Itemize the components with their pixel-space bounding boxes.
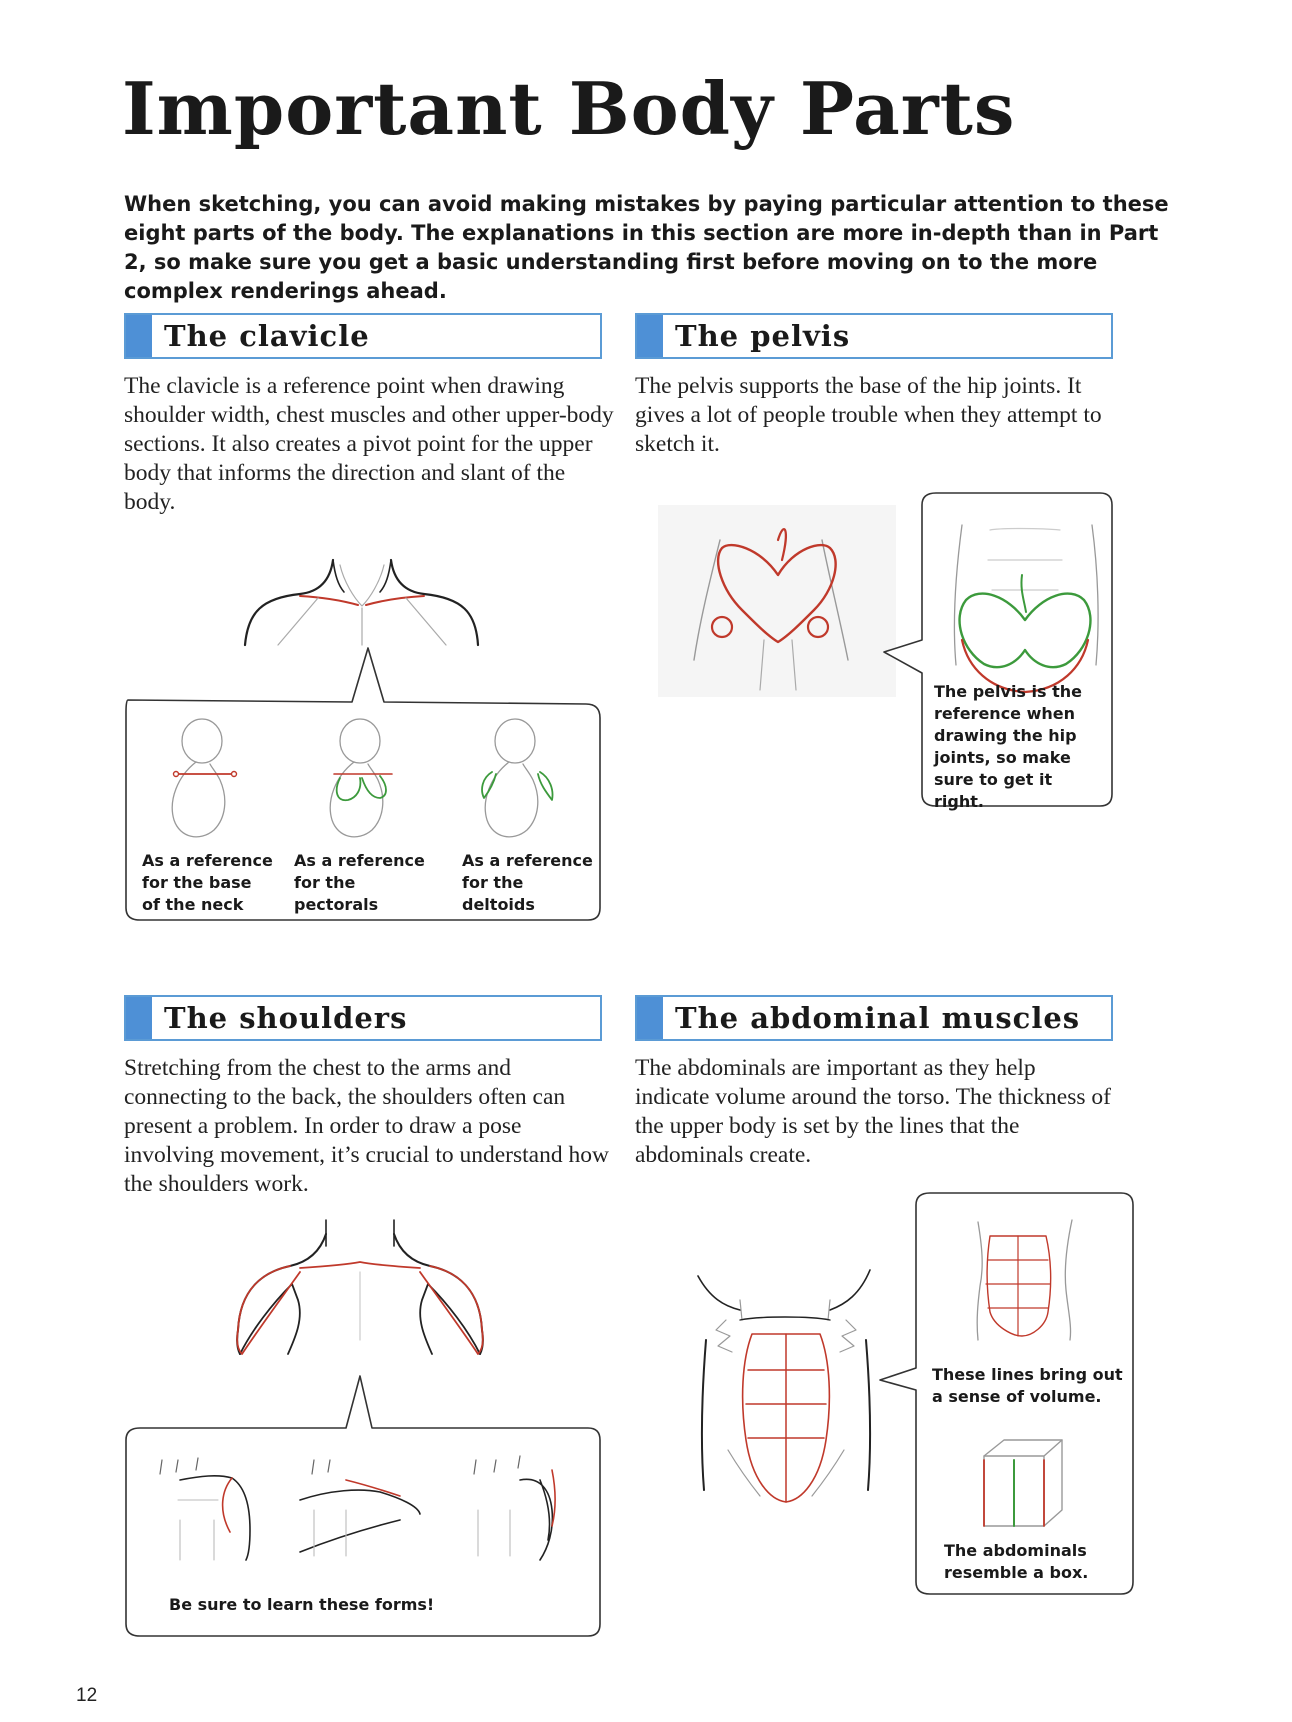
clavicle-sketch — [245, 560, 478, 645]
caption-pectorals: As a reference for the pectorals — [294, 851, 425, 914]
heading-text: The shoulders — [164, 1001, 408, 1035]
heading-text: The pelvis — [675, 319, 851, 353]
abdominals-sketch — [698, 1270, 870, 1502]
pelvis-callout-text: The pelvis is the reference when drawing the hip joints, so make sure to get it right. — [934, 682, 1082, 811]
heading-text: The clavicle — [164, 319, 370, 353]
caption-neck: As a reference for the base of the neck — [142, 851, 273, 914]
caption-deltoids: As a reference for the deltoids — [462, 851, 593, 914]
pelvis-text: The pelvis supports the base of the hip joints. It gives a lot of people trouble when they attempt to sketch it. — [635, 373, 1102, 457]
abdominals-text: The abdominals are important as they help indicate volume around the torso. The thickness of the upper body is set by the lines that the abdominals create. — [635, 1055, 1111, 1168]
intro-paragraph: When sketching, you can avoid making mistakes by paying particular attention to these eight parts of the body. The explanations in this section are more in-depth than in Part 2, so make sure you get a basic understanding first before moving on to the more complex renderings ahead. — [124, 192, 1169, 303]
abdominals-box-text: The abdominals resemble a box. — [944, 1541, 1089, 1582]
clavicle-text: The clavicle is a reference point when drawing shoulder width, chest muscles and other upper-body sections. It also creates a pivot point for the upper body that informs the direction and slant of the body. — [124, 373, 614, 515]
shoulders-text: Stretching from the chest to the arms and connecting to the back, the shoulders often can present a problem. In order to draw a pose involving movement, it’s crucial to understand how the shoulders work. — [124, 1055, 609, 1197]
shoulders-sketch — [237, 1220, 483, 1354]
page-title: Important Body Parts — [122, 66, 1016, 151]
heading-text: The abdominal muscles — [675, 1001, 1081, 1035]
page-number: 12 — [76, 1685, 98, 1706]
shoulders-callout-text: Be sure to learn these forms! — [169, 1595, 435, 1614]
abdominals-volume-text: These lines bring out a sense of volume. — [932, 1365, 1123, 1406]
